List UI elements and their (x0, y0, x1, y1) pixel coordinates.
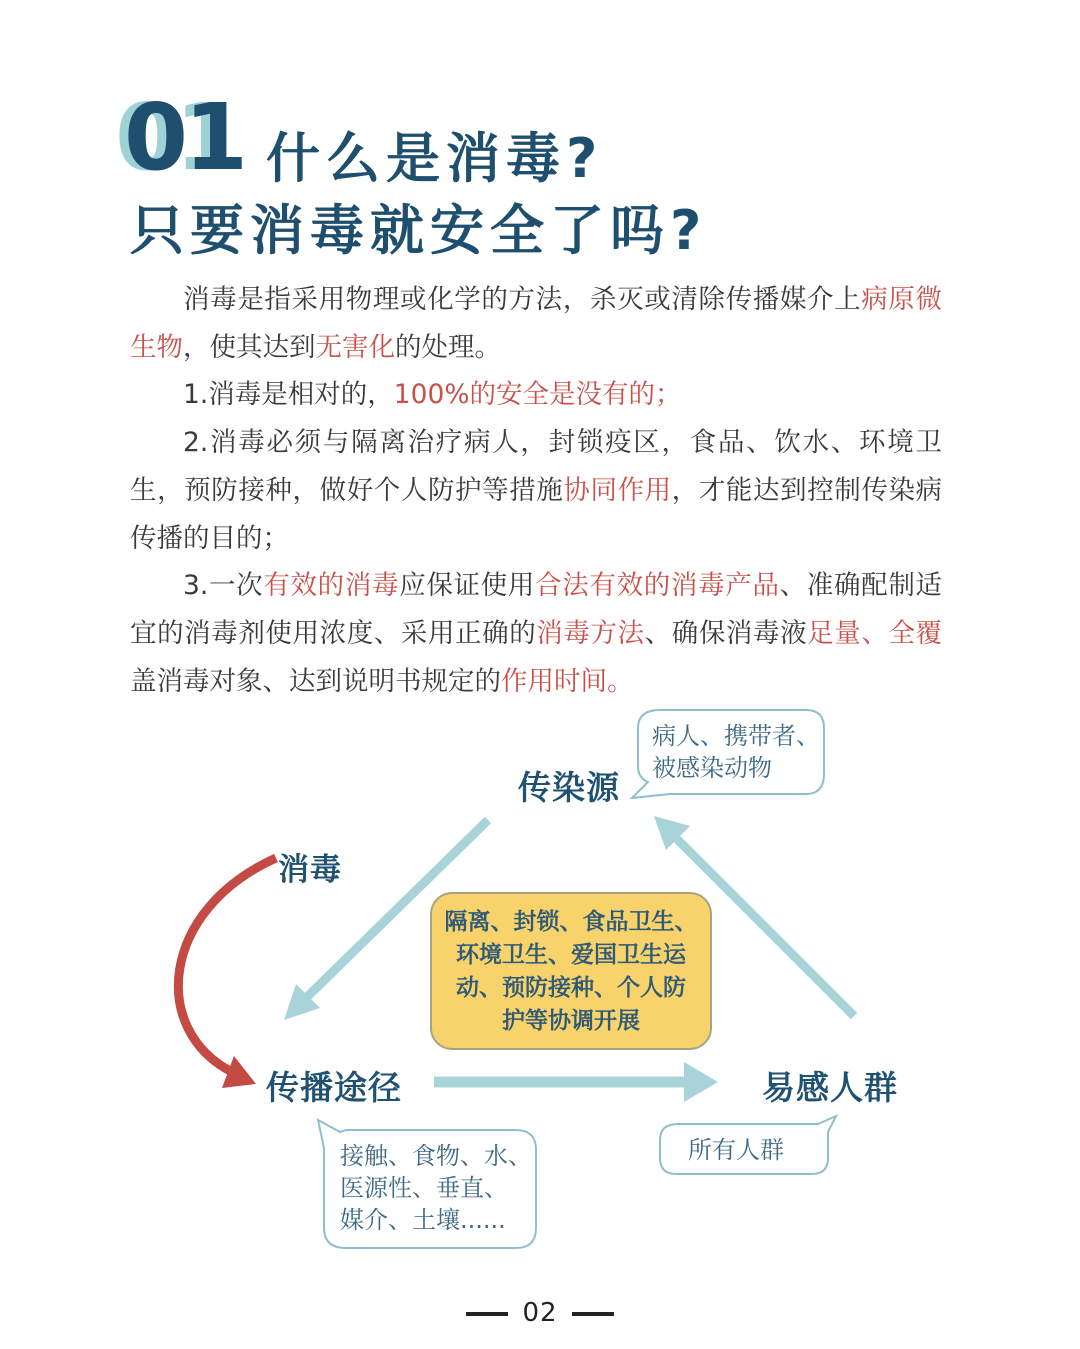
highlight-text: 足量、全覆 (807, 617, 943, 649)
highlight-text: 作用时间。 (501, 665, 634, 697)
paragraph-definition (130, 276, 942, 371)
node-transmission-route: 传播途径 (266, 1068, 402, 1107)
arrow-route-to-host (434, 1062, 718, 1102)
arrow-disinfect (178, 858, 276, 1088)
footer-dash-right (572, 1312, 614, 1316)
route-note (340, 1140, 532, 1236)
highlight-text: 无害化 (315, 331, 395, 363)
body-text (130, 276, 942, 705)
page-title-line-2: 只要消毒就安全了吗? (130, 199, 708, 262)
body-text-run: 、确保消毒液 (644, 617, 808, 649)
body-text-run: 、准确配制适宜的消毒剂使用浓度、采用正确的 (130, 570, 943, 649)
page-title-line-1: 什么是消毒? (266, 127, 604, 190)
node-infection-source: 传染源 (518, 768, 620, 807)
source-note (652, 720, 820, 784)
body-text-run: ，使其达到 (183, 331, 316, 363)
body-text-run: 2.消毒必须与隔离治疗病人，封锁疫区，食品、饮水、环境卫生，预防接种，做好个人防护等措施 (130, 427, 942, 506)
body-text-run: 的处理。 (395, 331, 501, 363)
paragraph-point-2 (130, 419, 942, 562)
body-text-run: ，才能达到控制传染病传播的目的； (130, 474, 943, 554)
host-note: 所有人群 (688, 1136, 784, 1164)
node-susceptible-population: 易感人群 (762, 1068, 898, 1107)
body-text-run: 3.一次 (183, 570, 264, 602)
body-text-run: 消毒是指采用物理或化学的方法，杀灭或清除传播媒介上 (183, 284, 862, 315)
highlight-text: 合法有效的消毒产品 (535, 570, 780, 602)
route-note-line: 医源性、垂直、 (340, 1174, 508, 1202)
body-text-run: 盖消毒对象、达到说明书规定的 (130, 665, 501, 697)
highlight-text: 有效的消毒 (263, 570, 400, 602)
section-number: 01 (124, 84, 245, 191)
paragraph-point-3 (130, 562, 942, 705)
control-measures-line: 环境卫生、爱国卫生运 (456, 942, 686, 968)
control-measures-line: 护等协调开展 (502, 1008, 640, 1034)
route-note-line: 接触、食物、水、 (340, 1142, 532, 1170)
footer-dash-left (466, 1312, 508, 1316)
route-note-line: 媒介、土壤...... (340, 1206, 506, 1234)
control-measures-line: 动、预防接种、个人防 (456, 975, 686, 1001)
page-number: 02 (522, 1298, 558, 1328)
source-note-line: 被感染动物 (652, 754, 772, 782)
control-measures-line: 隔离、封锁、食品卫生、 (444, 909, 698, 935)
highlight-text: 100%的安全是没有的； (393, 379, 682, 411)
highlight-text: 病原微生物 (130, 284, 943, 363)
source-note-line: 病人、携带者、 (652, 722, 820, 750)
transmission-diagram (0, 700, 1080, 1280)
body-text-run: 应保证使用 (399, 570, 536, 602)
highlight-text: 协同作用 (563, 474, 672, 506)
body-text-run: 1.消毒是相对的， (183, 379, 394, 411)
highlight-text: 消毒方法 (536, 617, 645, 649)
label-disinfection: 消毒 (278, 852, 342, 888)
control-measures-box (430, 892, 712, 1050)
page-footer (0, 1298, 1080, 1328)
paragraph-point-1 (130, 371, 942, 419)
